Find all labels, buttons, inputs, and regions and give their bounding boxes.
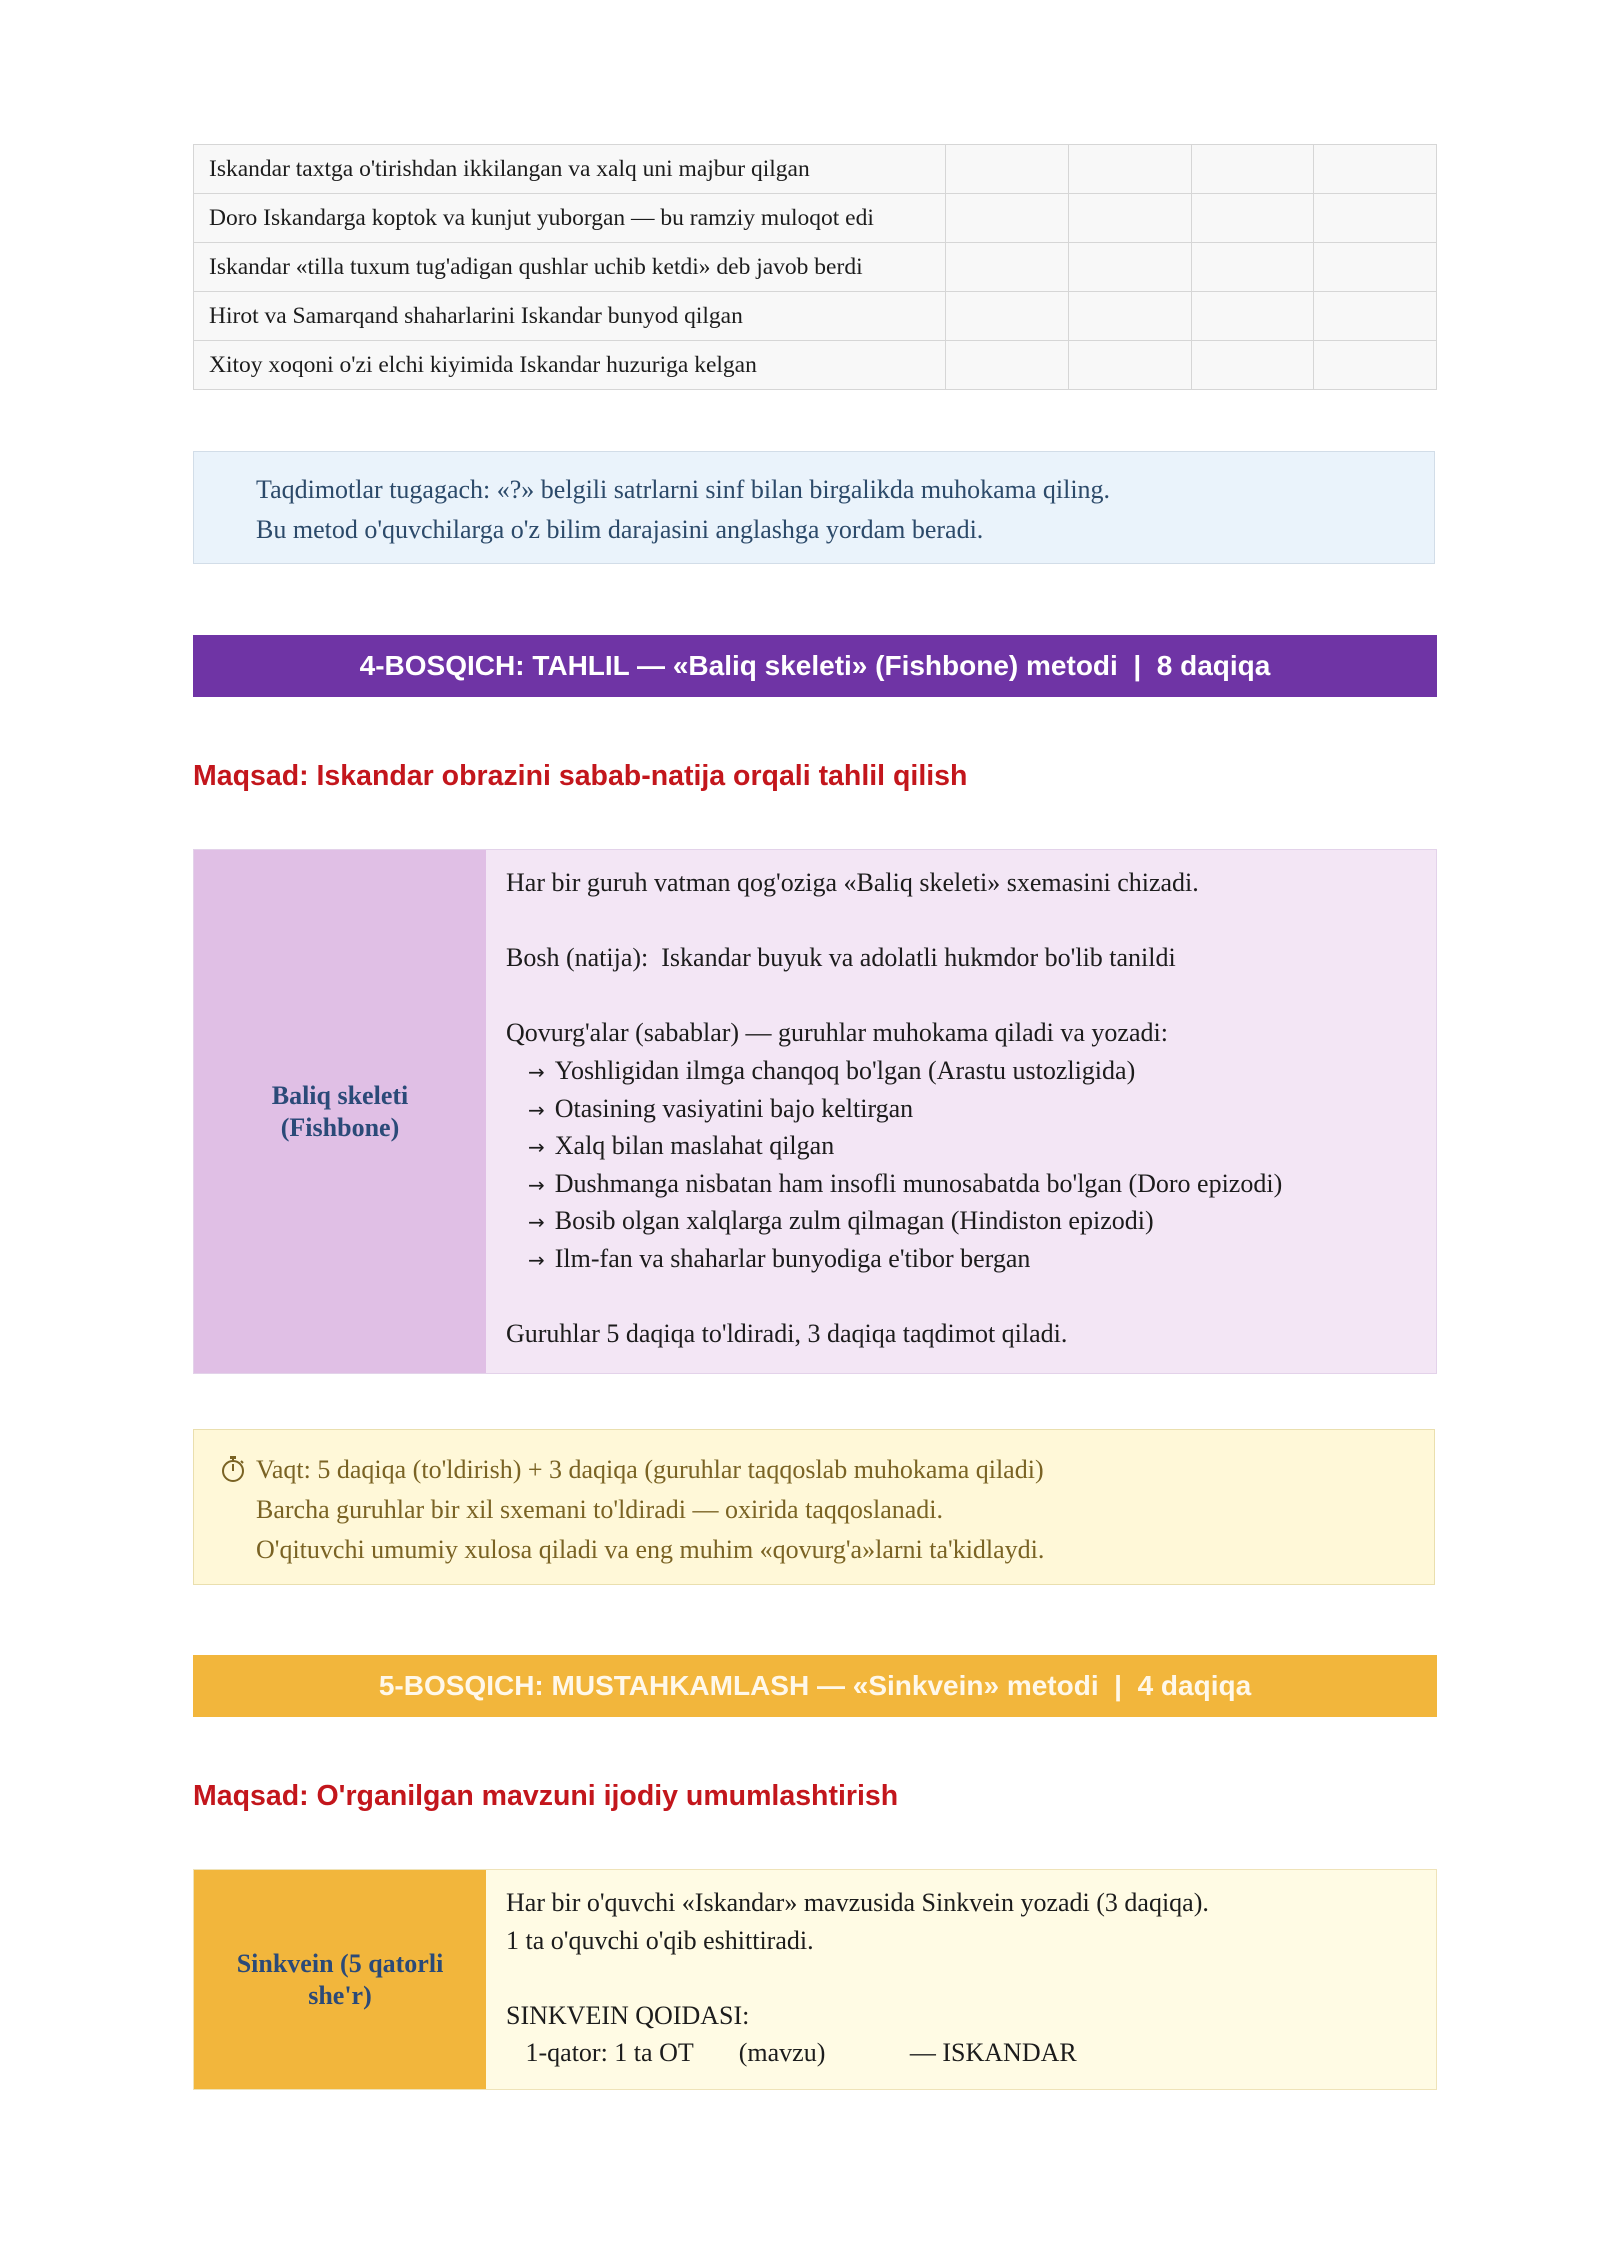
stage-4-goal: Maqsad: Iskandar obrazini sabab-natija orqali tahlil qilish: [193, 760, 968, 792]
mark-cell[interactable]: [1068, 243, 1191, 292]
bones-title: Qovurg'alar (sabablar) — guruhlar muhokama qiladi va yozadi:: [506, 1018, 1168, 1048]
note-line: Barcha guruhlar bir xil sxemani to'ldiradi — oxirida taqqoslanadi.: [256, 1495, 944, 1524]
method-body: [486, 850, 1436, 1373]
table-row: [194, 341, 1437, 390]
statement-text: Iskandar taxtga o'tirishdan ikkilangan va xalq uni majbur qilgan: [194, 145, 946, 194]
mark-cell[interactable]: [1191, 341, 1314, 390]
list-item: → Xalq bilan maslahat qilgan: [528, 1131, 835, 1161]
mark-cell[interactable]: [1191, 145, 1314, 194]
statement-text: Iskandar «tilla tuxum tug'adigan qushlar uchib ketdi» deb javob berdi: [194, 243, 946, 292]
rule-line: 1-qator: 1 ta OT (mavzu) — ISKANDAR: [506, 2038, 1077, 2068]
method-label: Baliq skeleti (Fishbone): [194, 850, 486, 1373]
arrow-right-icon: →: [528, 1210, 545, 1235]
mark-cell[interactable]: [1191, 292, 1314, 341]
table-row: [194, 292, 1437, 341]
instruction-text: 1 ta o'quvchi o'qib eshittiradi.: [506, 1925, 814, 1955]
arrow-right-icon: →: [528, 1135, 545, 1160]
method-body: [486, 1870, 1436, 2089]
statement-text: Xitoy xoqoni o'zi elchi kiyimida Iskandar huzuriga kelgan: [194, 341, 946, 390]
mark-cell[interactable]: [946, 194, 1069, 243]
list-item: → Dushmanga nisbatan ham insofli munosabatda bo'lgan (Doro epizodi): [528, 1168, 1283, 1198]
note-line: Taqdimotlar tugagach: «?» belgili satrlarni sinf bilan birgalikda muhokama qiling.: [256, 475, 1111, 504]
mark-cell[interactable]: [946, 145, 1069, 194]
mark-cell[interactable]: [1314, 292, 1437, 341]
stopwatch-icon: [220, 1455, 246, 1483]
mark-cell[interactable]: [1068, 292, 1191, 341]
statement-text: Doro Iskandarga koptok va kunjut yuborgan — bu ramziy muloqot edi: [194, 194, 946, 243]
table-row: [194, 145, 1437, 194]
fishbone-method-box: [193, 849, 1437, 1374]
statement-text: Hirot va Samarqand shaharlarini Iskandar bunyod qilgan: [194, 292, 946, 341]
discussion-note: [193, 451, 1435, 564]
list-item: → Bosib olgan xalqlarga zulm qilmagan (Hindiston epizodi): [528, 1206, 1154, 1236]
mark-cell[interactable]: [946, 341, 1069, 390]
arrow-right-icon: →: [528, 1059, 545, 1084]
mark-cell[interactable]: [1314, 341, 1437, 390]
head-result-text: Bosh (natija): Iskandar buyuk va adolatli hukmdor bo'lib tanildi: [506, 943, 1176, 973]
mark-cell[interactable]: [1314, 243, 1437, 292]
note-line: Bu metod o'quvchilarga o'z bilim darajasini anglashga yordam beradi.: [256, 515, 984, 544]
note-line: Vaqt: 5 daqiqa (to'ldirish) + 3 daqiqa (guruhlar taqqoslab muhokama qiladi): [220, 1450, 1434, 1490]
closing-text: Guruhlar 5 daqiqa to'ldiradi, 3 daqiqa taqdimot qiladi.: [506, 1319, 1068, 1349]
mark-cell[interactable]: [946, 243, 1069, 292]
note-line: O'qituvchi umumiy xulosa qiladi va eng muhim «qovurg'a»larni ta'kidlaydi.: [256, 1535, 1045, 1564]
mark-cell[interactable]: [1191, 243, 1314, 292]
rule-title: SINKVEIN QOIDASI:: [506, 2000, 750, 2030]
statements-table: [193, 144, 1437, 390]
table-row: [194, 194, 1437, 243]
instruction-text: Har bir o'quvchi «Iskandar» mavzusida Sinkvein yozadi (3 daqiqa).: [506, 1888, 1209, 1917]
list-item: → Ilm-fan va shaharlar bunyodiga e'tibor bergan: [528, 1243, 1031, 1273]
arrow-right-icon: →: [528, 1172, 545, 1197]
intro-text: Har bir guruh vatman qog'oziga «Baliq skeleti» sxemasini chizadi.: [506, 868, 1199, 897]
arrow-right-icon: →: [528, 1097, 545, 1122]
stage-5-header: 5-BOSQICH: MUSTAHKAMLASH — «Sinkvein» metodi | 4 daqiqa: [193, 1655, 1437, 1717]
mark-cell[interactable]: [1068, 194, 1191, 243]
mark-cell[interactable]: [1314, 145, 1437, 194]
mark-cell[interactable]: [1314, 194, 1437, 243]
mark-cell[interactable]: [1191, 194, 1314, 243]
table-row: [194, 243, 1437, 292]
mark-cell[interactable]: [1068, 145, 1191, 194]
list-item: → Yoshligidan ilmga chanqoq bo'lgan (Arastu ustozligida): [528, 1055, 1136, 1085]
method-label: Sinkvein (5 qatorli she'r): [194, 1870, 486, 2089]
mark-cell[interactable]: [946, 292, 1069, 341]
stage-5-goal: Maqsad: O'rganilgan mavzuni ijodiy umumlashtirish: [193, 1780, 899, 1812]
time-note: [193, 1429, 1435, 1585]
list-item: → Otasining vasiyatini bajo keltirgan: [528, 1093, 914, 1123]
mark-cell[interactable]: [1068, 341, 1191, 390]
stage-4-header: 4-BOSQICH: TAHLIL — «Baliq skeleti» (Fishbone) metodi | 8 daqiqa: [193, 635, 1437, 697]
arrow-right-icon: →: [528, 1247, 545, 1272]
sinkvein-method-box: [193, 1869, 1437, 2090]
